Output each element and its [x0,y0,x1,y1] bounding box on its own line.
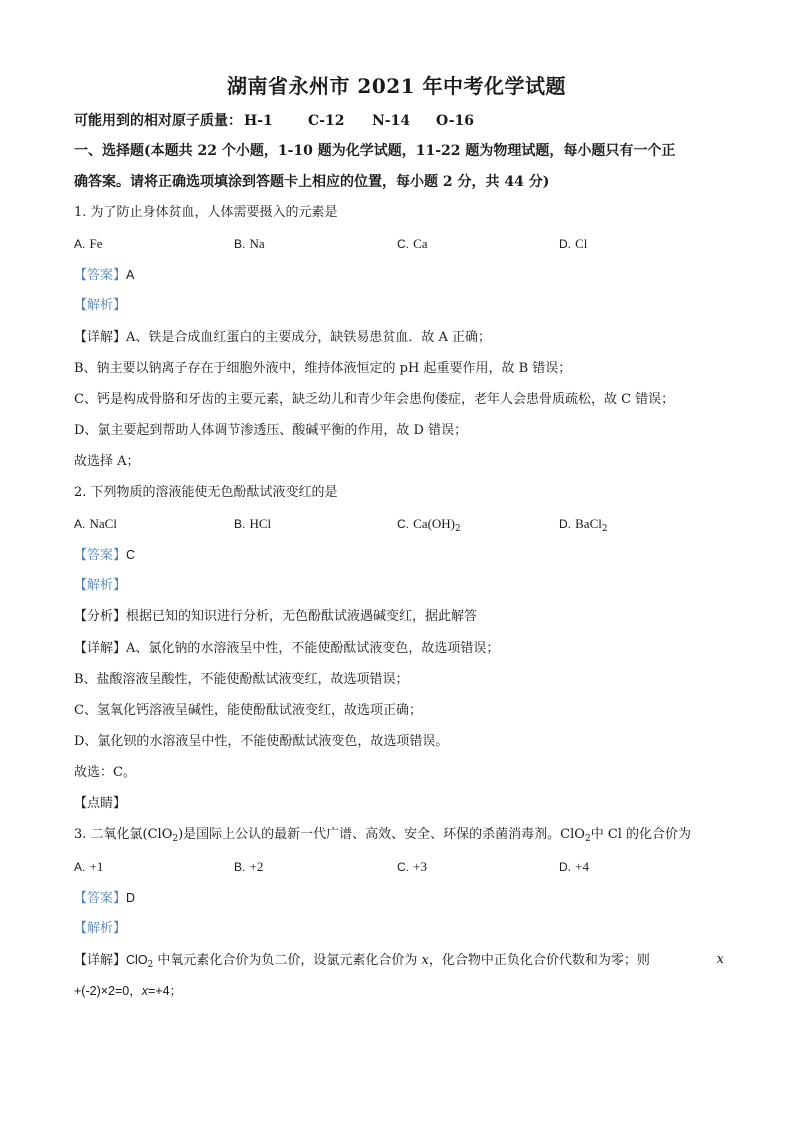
atomic-mass-label: 可能用到的相对原子质量： [74,113,242,129]
question-2-detail-line: B、盐酸溶液呈酸性，不能使酚酞试液变红，故选项错误； [74,672,409,687]
atomic-mass-item: C-12 [308,113,345,129]
question-1-option-d: D. Cl [559,236,588,251]
answer-value: D [126,891,136,905]
question-1-analysis-tag: 【解析】 [74,298,127,313]
question-1-answer [74,266,134,285]
question-2-option-d: D. BaCl$_2$ [559,516,608,534]
atomic-mass-line [74,112,474,130]
answer-value: A [126,268,135,282]
atomic-mass-item: N-14 [372,113,411,129]
question-2-option-a: A. NaCl [74,516,117,531]
question-3-option-c: C. +3 [397,859,427,874]
question-3-analysis-tag: 【解析】 [74,921,127,936]
question-2-detail-line: D、氯化钡的水溶液呈中性，不能使酚酞试液变色，故选项错误。 [74,734,449,749]
question-1-option-a: A. Fe [74,236,103,251]
question-2-detail-line: C、氢氧化钙溶液呈碱性，能使酚酞试液变红，故选项正确； [74,703,422,718]
question-3-detail-line: 【详解】ClO$_2$ 中氧元素化合价为负二价，设氯元素化合价为 x，化合物中正负化合价代数和为零；则 x [74,952,724,970]
question-1-conclusion: 故选择 A； [74,454,140,469]
answer-tag: 【答案】 [74,891,127,906]
question-2-detail-line: 【详解】A、氯化钠的水溶液呈中性，不能使酚酞试液变色，故选项错误； [74,641,500,656]
section-heading-line-2: 确答案。请将正确选项填涂到答题卡上相应的位置，每小题 2 分，共 44 分) [74,174,550,190]
question-3-detail-line-2: +(-2)×2=0，x=+4； [74,984,183,998]
answer-tag: 【答案】 [74,548,127,563]
section-heading-line-1: 一、选择题(本题共 22 个小题，1-10 题为化学试题，11-22 题为物理试题，每小题只有一个正 [74,143,676,159]
question-2-analysis-tag: 【解析】 [74,578,127,593]
question-1-detail-line: C、钙是构成骨胳和牙齿的主要元素，缺乏幼儿和青少年会患佝偻症，老年人会患骨质疏松，故 C 错误； [74,392,675,407]
question-1-detail-line: D、氯主要起到帮助人体调节渗透压、酸碱平衡的作用，故 D 错误； [74,423,468,438]
answer-value: C [126,548,136,562]
answer-tag: 【答案】 [74,268,127,283]
question-2-fenxi: 【分析】根据已知的知识进行分析，无色酚酞试液遇碱变红，据此解答 [74,609,478,624]
question-3-answer [74,889,135,908]
question-2-conclusion: 故选：C。 [74,765,136,780]
question-3-option-b: B. +2 [234,859,264,874]
question-3-option-d: D. +4 [559,859,589,874]
question-3-stem: 3. 二氧化氯(ClO$_2$)是国际上公认的最新一代广谱、高效、安全、环保的杀菌消毒剂。ClO$_2$中 Cl 的化合价为 [74,827,692,844]
question-1-option-b: B. Na [234,236,265,251]
question-2-option-c: C. $Ca(OH)_2$ [397,516,461,534]
question-1-stem: 1. 为了防止身体贫血，人体需要摄入的元素是 [74,205,338,220]
page-title: 湖南省永州市 2021 年中考化学试题 [226,74,567,98]
atomic-mass-item: O-16 [436,113,475,129]
question-2-dianjing-tag: 【点睛】 [74,796,127,811]
atomic-mass-item: H-1 [244,113,273,129]
question-1-detail-line: B、钠主要以钠离子存在于细胞外液中，维持体液恒定的 pH 起重要作用，故 B 错误； [74,361,572,376]
question-2-answer [74,546,135,565]
question-3-option-a: A. +1 [74,859,104,874]
question-1-detail-line: 【详解】A、铁是合成血红蛋白的主要成分，缺铁易患贫血．故 A 正确； [74,330,492,345]
question-2-option-b: B. HCl [234,516,272,531]
question-2-stem: 2. 下列物质的溶液能使无色酚酞试液变红的是 [74,485,338,500]
question-1-option-c: C. Ca [397,236,428,251]
